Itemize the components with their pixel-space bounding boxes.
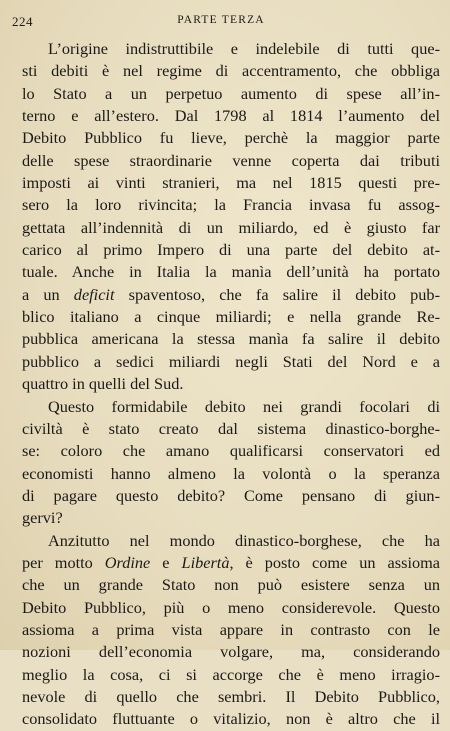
text-segment: assioma a prima vista appare in contrasto con le [22,619,440,639]
text-line [22,351,440,373]
italic-text-segment: Ordine [104,552,151,572]
text-line [22,418,440,440]
text-segment: imposti ai vinti stranieri, ma nel 1815 questi pre- [22,173,440,193]
text-line [22,485,440,507]
text-segment: a un [22,284,74,304]
text-line [22,373,440,395]
text-line [22,396,440,418]
text-segment: Questo formidabile debito nei grandi focolari di [48,396,440,416]
text-segment: sero la loro rivincita; la Francia invasa fu assog- [22,195,440,215]
text-segment: che un grande Stato non può esistere senza un [22,575,440,595]
text-line [22,127,440,149]
italic-text-segment: deficit [73,284,115,304]
text-line [22,664,440,686]
text-segment: Anzitutto nel mondo dinastico-borghese, che ha [48,530,440,550]
body-text [22,38,440,731]
text-segment: L’origine indistruttibile e indelebile di tutti que- [48,39,440,58]
text-line [22,239,440,261]
text-segment: Debito Pubblico fu lieve, perchè la maggior parte [22,128,440,148]
text-line [22,83,440,105]
text-line [22,60,440,82]
text-segment: lo Stato a un perpetuo aumento di spese all’in- [22,83,440,103]
text-line [22,328,440,350]
page-number: 224 [12,14,33,29]
text-segment: Debito Pubblico, più o meno considerevole. Questo [22,597,440,617]
text-segment: gettata all’indennità di un miliardo, ed è giusto far [22,217,440,237]
text-segment: delle spese straordinarie venne coperta dai tributi [22,150,440,170]
text-line [22,507,440,529]
text-line [22,194,440,216]
text-segment: pubblica americana la stessa manìa fa salire il debito [22,329,440,349]
text-segment: carico al primo Impero di una parte del debito at- [22,240,440,260]
text-segment: per motto [22,552,105,572]
text-line [22,38,440,60]
text-segment: meglio la cosa, ci si accorge che è meno irragio- [22,664,440,684]
text-line [22,463,440,485]
text-segment: quattro in quelli del Sud. [22,374,184,394]
text-line [22,306,440,328]
text-segment: tuale. Anche in Italia la manìa dell’unità ha portato [22,262,440,282]
text-line [22,619,440,641]
text-line [22,261,440,283]
text-segment: civiltà è stato creato dal sistema dinastico-borghe- [22,418,440,438]
text-segment: blico italiano a cinque miliardi; e nella grande Re- [22,307,440,327]
text-segment: consolidato fluttuante o vitalizio, non è altro che il [22,709,440,729]
text-line [22,217,440,239]
text-segment: se: coloro che amano qualificarsi conservatori ed [22,441,440,461]
text-line [22,440,440,462]
text-segment: di pagare questo debito? Come pensano di giun- [22,485,440,505]
text-line [22,574,440,596]
page-header [12,14,430,32]
text-line [22,105,440,127]
text-line [22,686,440,708]
text-segment: sti debiti è nel regime di accentramento, che obbliga [22,61,440,81]
text-line [22,150,440,172]
text-line [22,530,440,552]
text-line [22,597,440,619]
text-segment: gervi? [22,508,63,528]
text-segment: spaventoso, che fa salire il debito pub- [114,284,440,304]
running-head: PARTE TERZA [177,14,265,26]
text-segment: pubblico a sedici miliardi negli Stati del Nord e a [22,351,440,371]
text-line [22,552,440,574]
text-segment: terno e all’estero. Dal 1798 al 1814 l’aumento del [22,106,440,126]
text-segment: nevole di quello che sembri. Il Debito Pubblico, [22,686,440,706]
text-line [22,284,440,306]
text-line [22,172,440,194]
text-line [22,641,440,663]
text-segment: e [150,552,182,572]
text-segment: , è posto come un assioma [229,552,440,572]
text-segment: nozioni dell’economia volgare, ma, considerando [22,642,440,662]
italic-text-segment: Libertà [181,552,230,572]
text-line [22,708,440,730]
text-segment: economisti hanno almeno la volontà o la speranza [22,463,440,483]
